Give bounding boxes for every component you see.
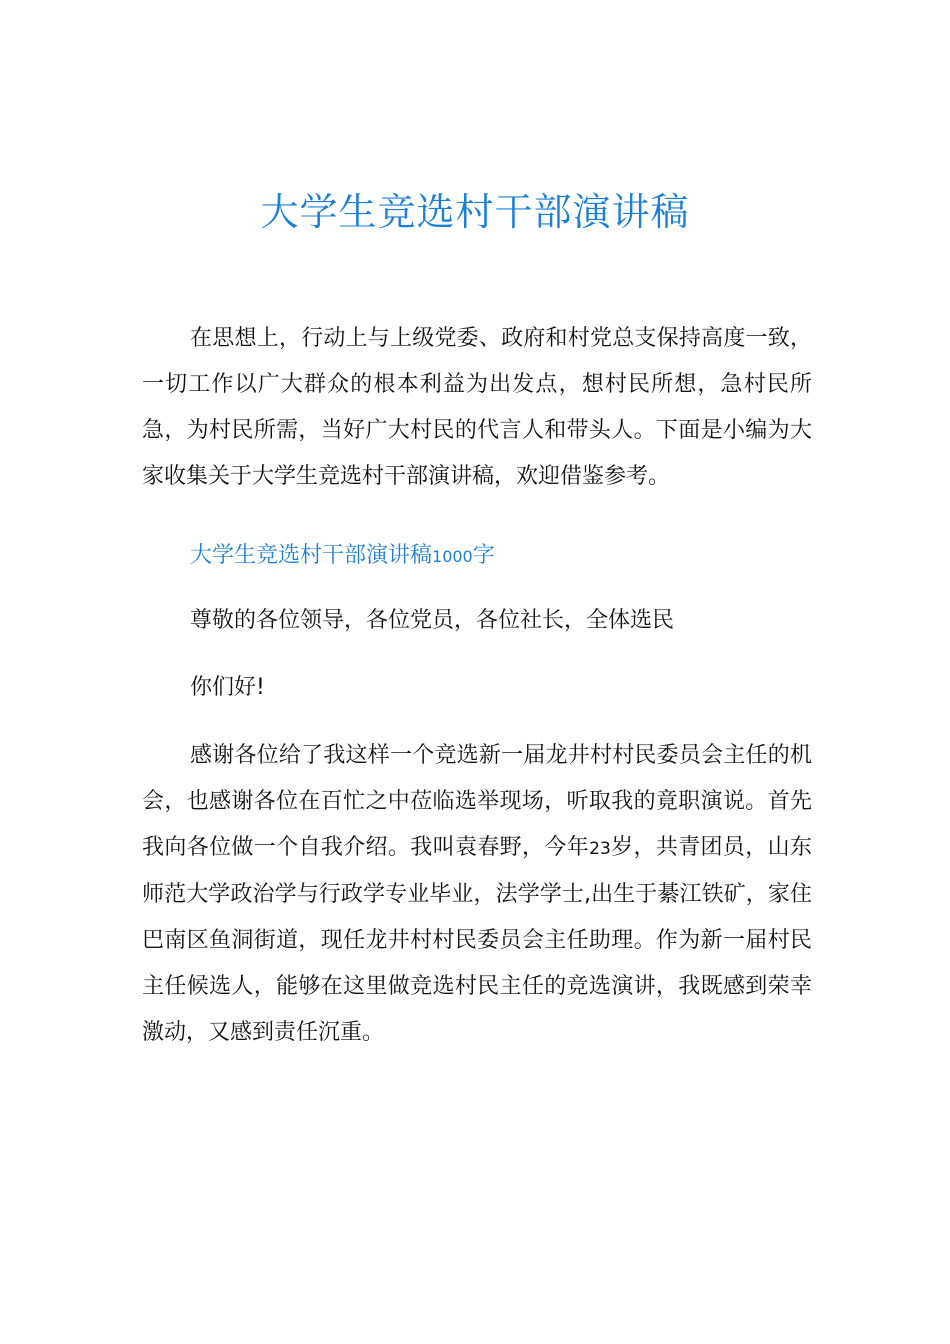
section-subheading <box>190 533 495 580</box>
greeting-paragraph: 你们好! <box>190 675 265 700</box>
document-title: 大学生竞选村干部演讲稿 <box>260 190 690 234</box>
subheading-text: 大学生竞选村干部演讲稿 <box>190 543 433 568</box>
subheading-number: 1000 <box>432 547 473 566</box>
salutation-paragraph: 尊敬的各位领导，各位党员，各位社长，全体选民 <box>190 608 675 633</box>
body-text-part1: 感谢各位给了我这样一个竞选新一届龙井村村民委员会主任的机会，也感谢各位在百忙之中莅临选举现场，听取我的竟职演说。首先我向各位做一个自我介绍。我叫袁春野，今年 <box>142 743 812 860</box>
body-age-number: 23 <box>589 839 611 859</box>
intro-paragraph: 在思想上，行动上与上级党委、政府和村党总支保持高度一致，一切工作以广大群众的根本利益为出发点，想村民所想，急村民所急，为村民所需，当好广大村民的代言人和带头人。下面是小编为大家收集关于大学生竞选村干部演讲稿，欢迎借鉴参考。 <box>142 326 812 489</box>
body-text-part2: 岁，共青团员，山东师范大学政治学与行政学专业毕业，法学学士,出生于綦江铁矿，家住巴南区鱼洞街道，现任龙井村村民委员会主任助理。作为新一届村民主任候选人，能够在这里做竞选村民主任的竞选演讲，我既感到荣幸激动，又感到责任沉重。 <box>142 835 812 1045</box>
body-paragraph <box>142 733 812 1056</box>
subheading-suffix: 字 <box>472 543 495 568</box>
